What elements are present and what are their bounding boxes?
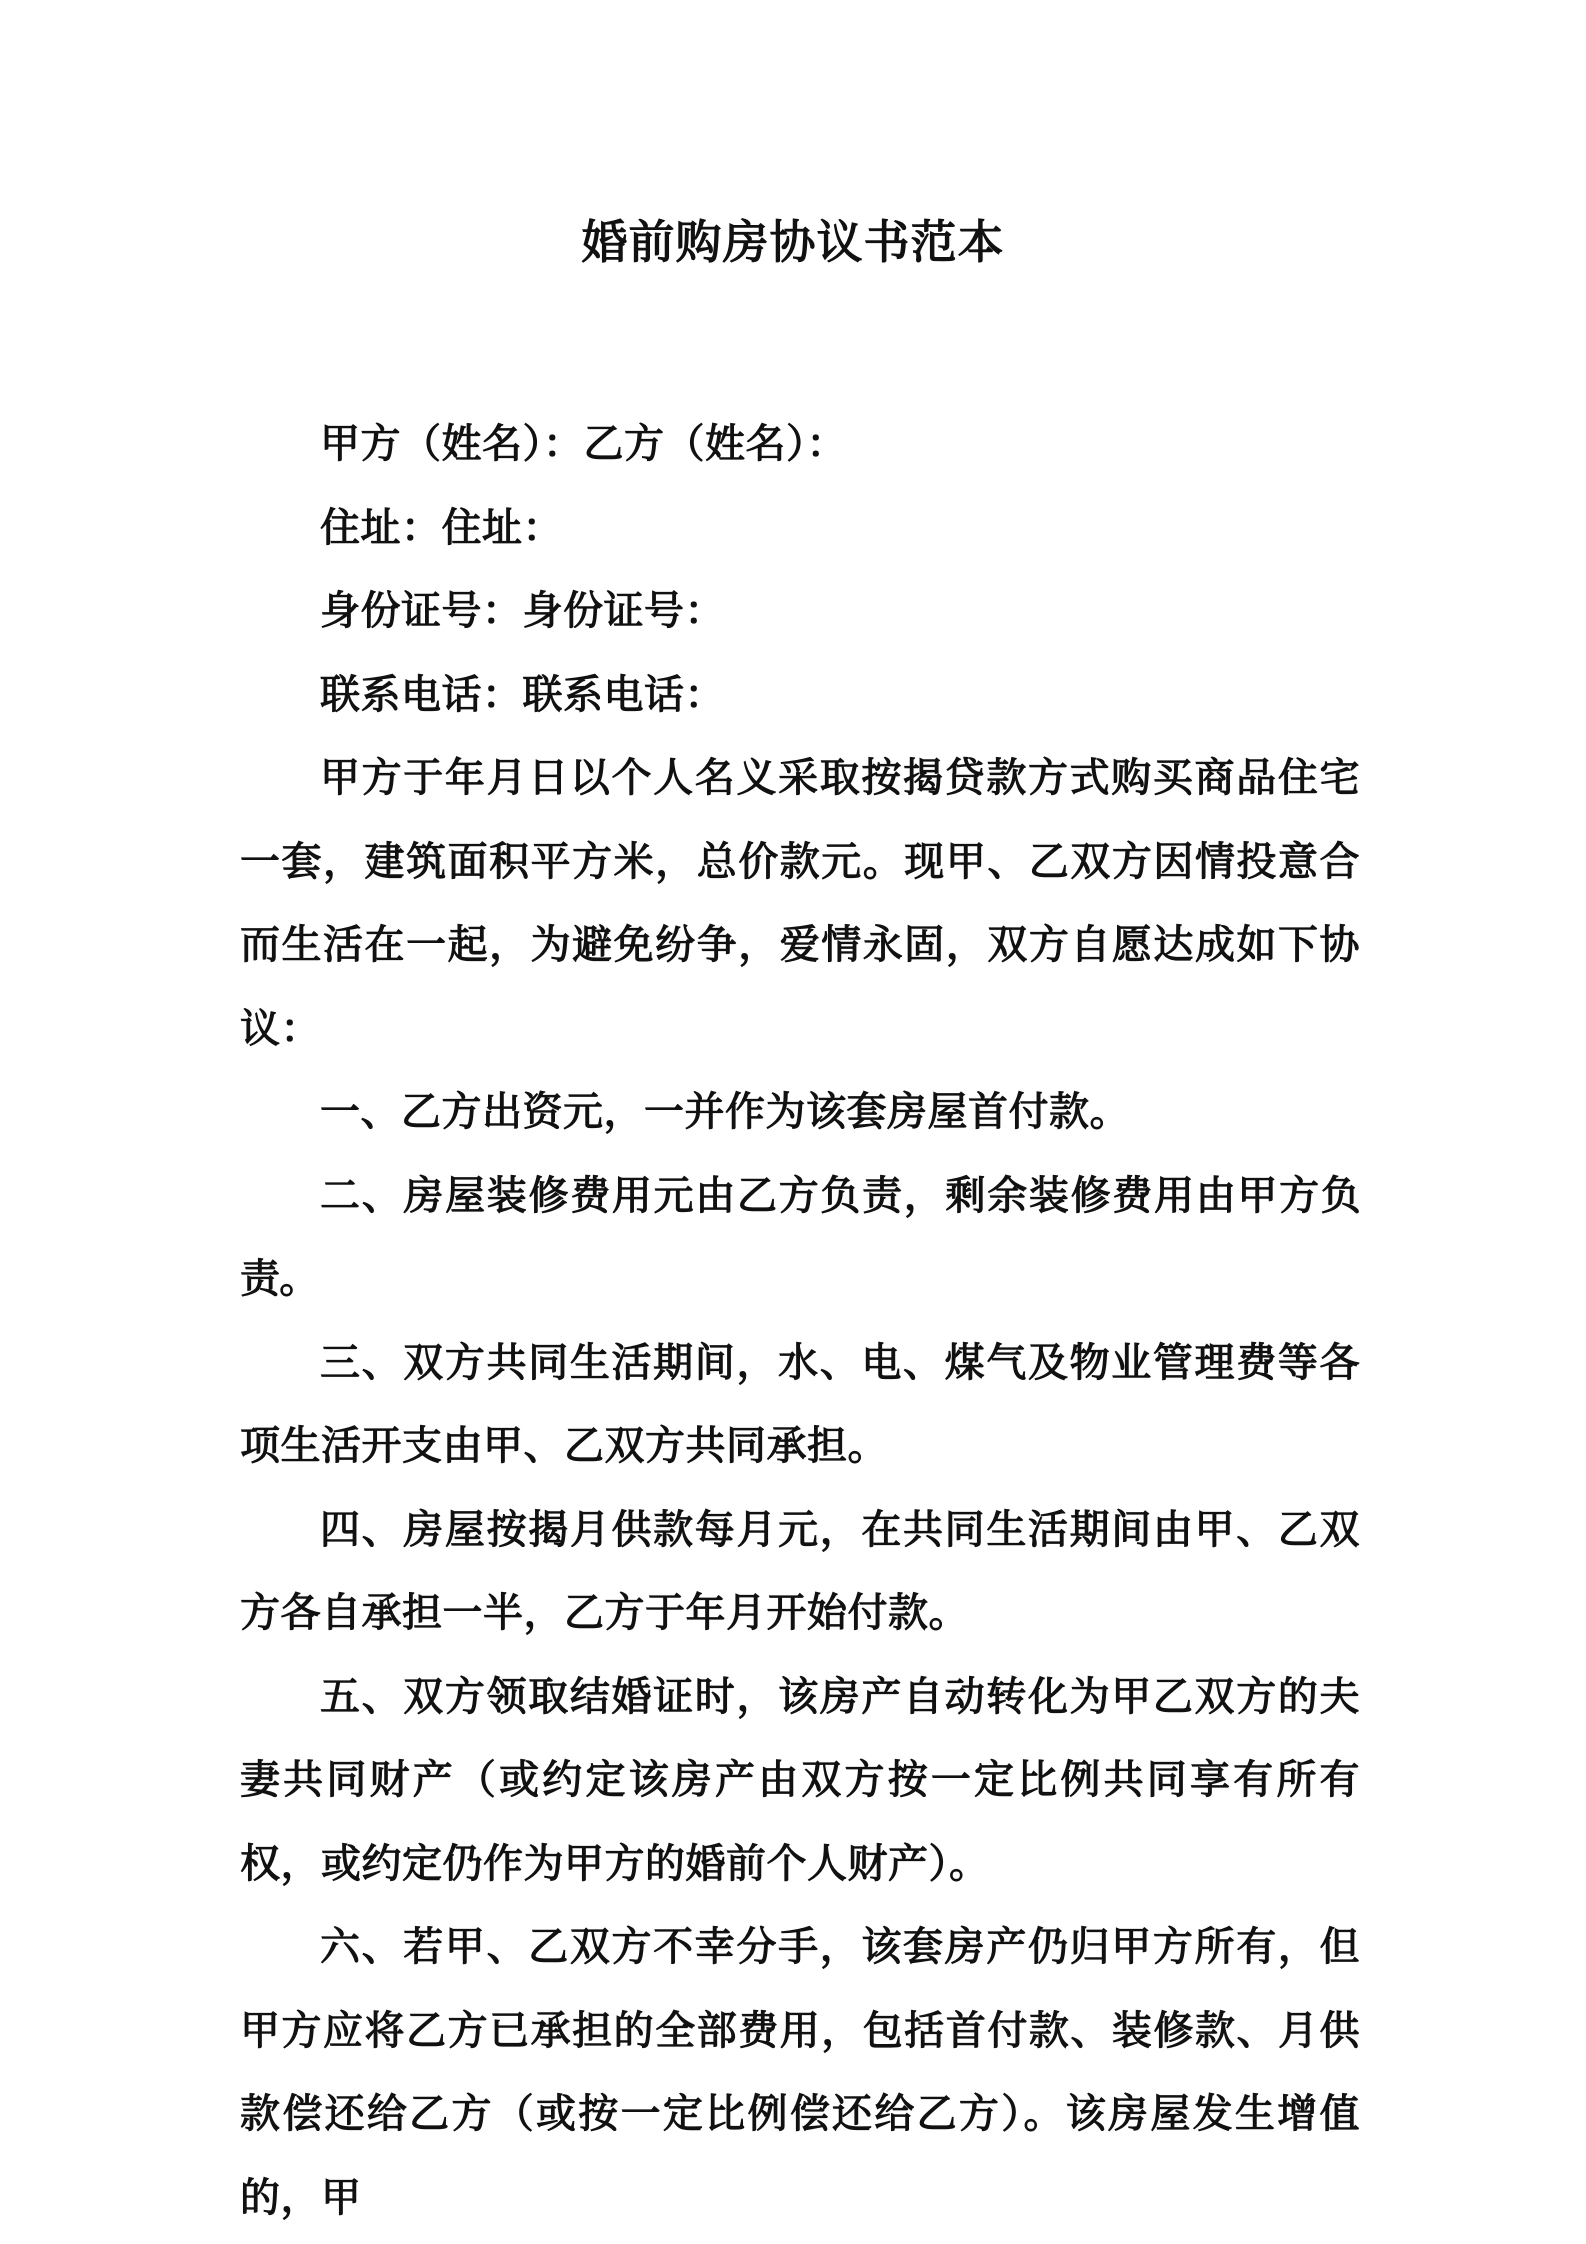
clause-4: 四、房屋按揭月供款每月元，在共同生活期间由甲、乙双方各自承担一半，乙方于年月开始付款。 (240, 1506, 1360, 1636)
document-body (240, 403, 1360, 2240)
clause-2: 二、房屋装修费用元由乙方负责，剩余装修费用由甲方负责。 (240, 1172, 1360, 1302)
id-number-line: 身份证号：身份证号： (320, 588, 725, 634)
intro-paragraph: 甲方于年月日以个人名义采取按揭贷款方式购买商品住宅一套，建筑面积平方米，总价款元。现甲、乙双方因情投意合而生活在一起，为避免纷争，爱情永固，双方自愿达成如下协议： (240, 755, 1360, 1052)
clause-1: 一、乙方出资元，一并作为该套房屋首付款。 (320, 1089, 1130, 1135)
address-line: 住址：住址： (320, 504, 563, 551)
phone-line: 联系电话：联系电话： (320, 671, 725, 718)
clause-5: 五、双方领取结婚证时，该房产自动转化为甲乙双方的夫妻共同财产（或约定该房产由双方按一定比例共同享有所有权，或约定仍作为甲方的婚前个人财产）。 (240, 1673, 1360, 1887)
clause-3: 三、双方共同生活期间，水、电、煤气及物业管理费等各项生活开支由甲、乙双方共同承担。 (240, 1339, 1360, 1469)
party-name-line: 甲方（姓名）：乙方（姓名）： (320, 421, 847, 467)
document-title: 婚前购房协议书范本 (581, 215, 1005, 269)
clause-6: 六、若甲、乙双方不幸分手，该套房产仍归甲方所有，但甲方应将乙方已承担的全部费用，包括首付款、装修款、月供款偿还给乙方（或按一定比例偿还给乙方）。该房屋发生增值的，甲 (240, 1924, 1360, 2221)
